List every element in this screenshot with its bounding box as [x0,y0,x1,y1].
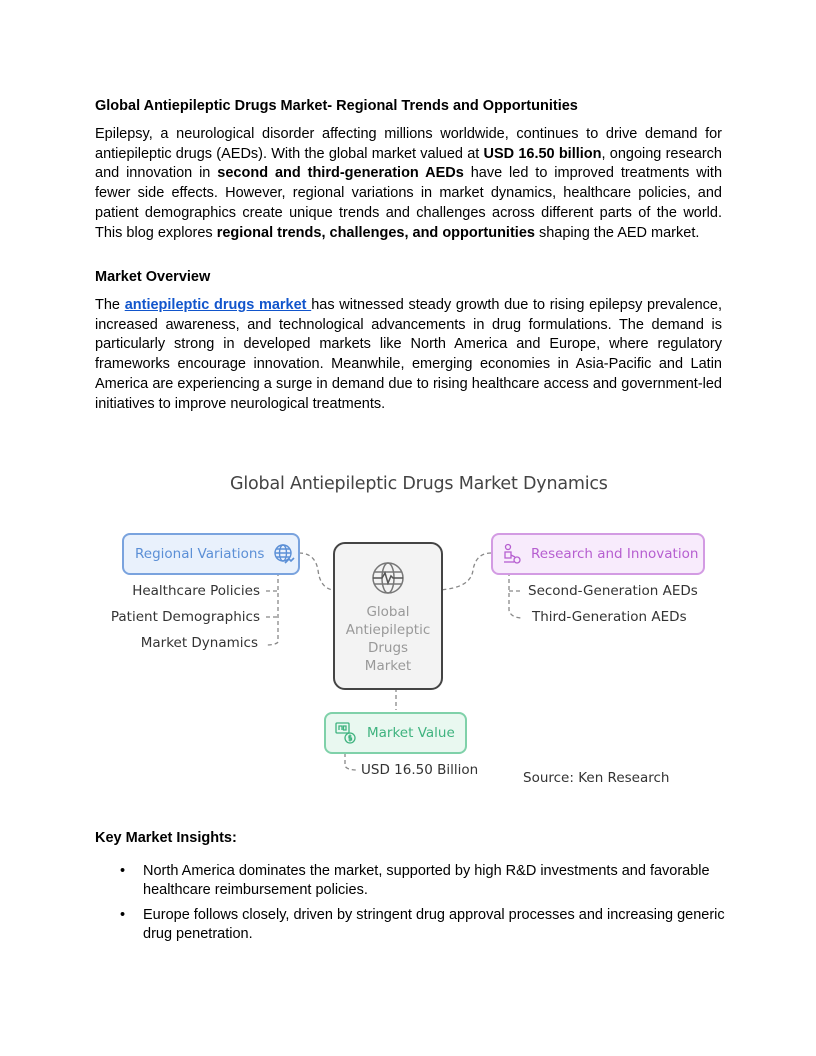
research-item: Third-Generation AEDs [532,609,687,625]
center-label-line: Drugs [367,640,409,656]
insights-list [115,862,725,950]
market-overview-heading: Market Overview [95,269,211,285]
globe-trend-icon [273,543,295,565]
bold-text: second and third-generation AEDs [217,165,464,182]
regional-item: Patient Demographics [110,609,260,625]
market-value-node [324,712,467,754]
regional-item: Market Dynamics [140,635,258,651]
text: has witnessed steady growth due to rising epilepsy prevalence, increased awareness, and technological advancements in drug formulations. The demand is particularly strong in developed markets like North America and Europe, where regulatory frameworks encourage innovation. Meanwhile, emerging economies in Asia-Pacific and Latin America are experiencing a surge in demand due to rising healthcare access and government-led initiatives to improve neurological treatments. [95,297,722,412]
page-title: Global Antiepileptic Drugs Market- Regional Trends and Opportunities [95,98,578,114]
market-value-item: USD 16.50 Billion [361,762,479,778]
regional-item: Healthcare Policies [132,583,260,599]
center-label-line: Antiepileptic [345,622,431,638]
center-node [333,542,443,690]
globe-pulse-icon [370,560,406,596]
diagram-title: Global Antiepileptic Drugs Market Dynamics [230,474,608,494]
money-icon [334,721,358,745]
research-item: Second-Generation AEDs [528,583,698,599]
bullet-icon: • [120,863,126,879]
list-item [115,906,725,944]
list-item-text: North America dominates the market, supported by high R&D investments and favorable healthcare reimbursement policies. [143,863,710,898]
scientist-icon [501,543,523,565]
diagram-source: Source: Ken Research [523,770,670,786]
regional-variations-node [122,533,300,575]
bold-text: USD 16.50 billion [483,145,602,162]
key-insights-heading: Key Market Insights: [95,830,237,846]
list-item-text: Europe follows closely, driven by stringent drug approval processes and increasing generic drug penetration. [143,907,725,942]
center-label-line: Global [366,604,410,620]
text: shaping the AED market. [534,224,700,241]
node-label: Research and Innovation [531,546,699,562]
center-label-line: Market [364,658,412,674]
list-item [115,862,725,900]
research-innovation-node [491,533,705,575]
bold-text: regional trends, challenges, and opportunities [216,224,535,241]
bullet-icon: • [120,907,126,923]
node-label: Market Value [367,725,455,741]
text: have led to improved treatments with fewer side effects. However, regional variations in market dynamics, healthcare policies, and patient demographics create unique trends and challenges across different parts of the world. This blog explores [95,165,723,241]
node-label: Regional Variations [135,546,265,562]
text: , ongoing research and innovation in [95,145,722,182]
antiepileptic-drugs-market-link[interactable]: antiepileptic drugs market [124,297,312,313]
text: Epilepsy, a neurological disorder affecting millions worldwide, continues to drive demand for antiepileptic drugs (AEDs). With the global market valued at [95,126,722,162]
text: The [95,297,125,313]
